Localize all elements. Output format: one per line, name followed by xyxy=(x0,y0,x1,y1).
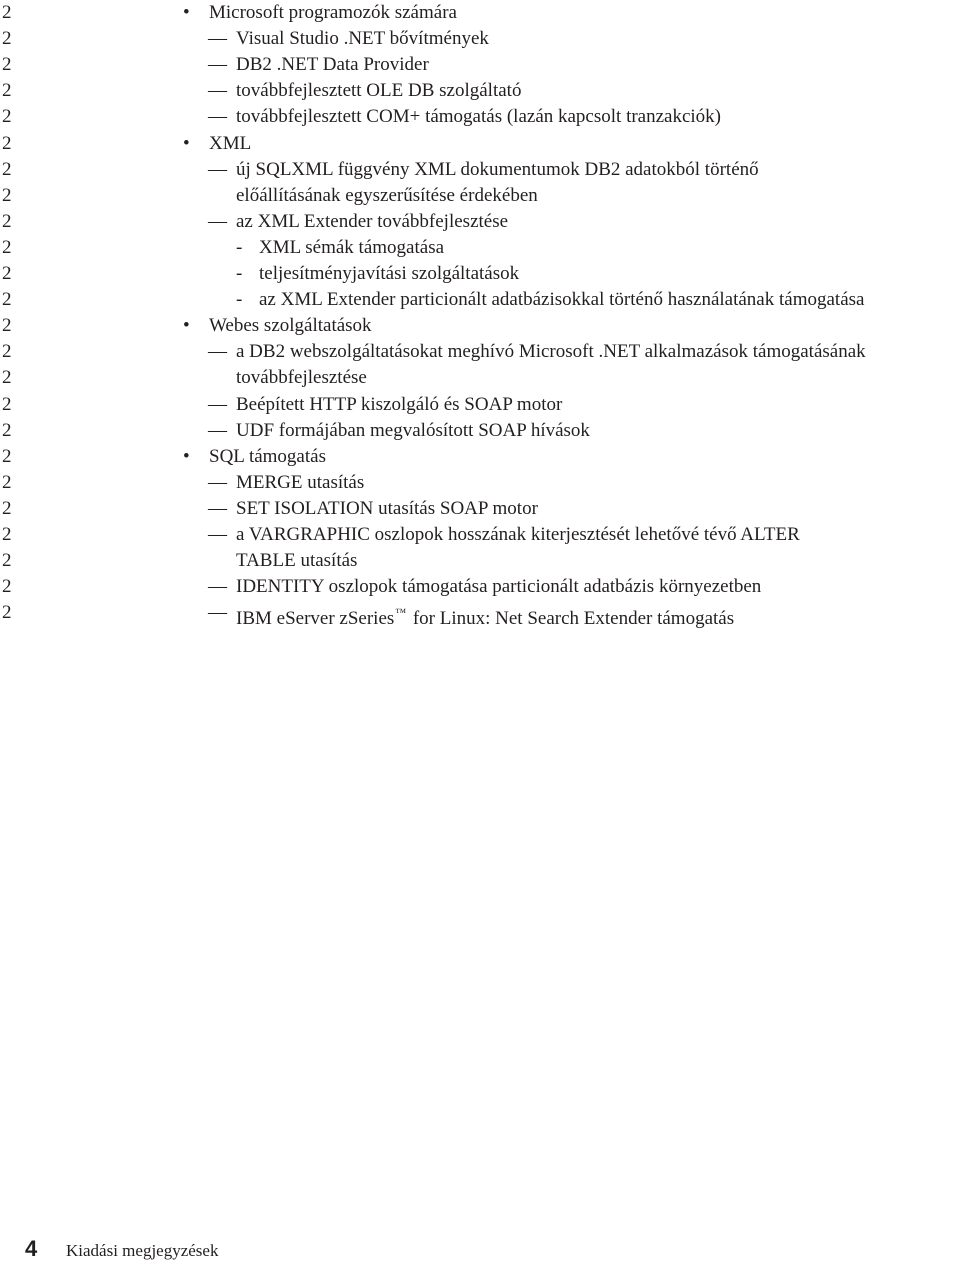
list-item-text: továbbfejlesztett COM+ támogatás (lazán kapcsolt tranzakciók) xyxy=(236,106,722,128)
trademark-symbol: ™ xyxy=(395,607,407,620)
list-item xyxy=(0,365,960,391)
list-item-text: teljesítményjavítási szolgáltatások xyxy=(259,263,520,284)
list-item-text: UDF formájában megvalósított SOAP hívások xyxy=(236,419,590,441)
list-item xyxy=(0,157,960,183)
list-item xyxy=(0,26,960,52)
list-item xyxy=(0,183,960,209)
revision-mark: 2 xyxy=(2,184,12,206)
list-item-text: a DB2 webszolgáltatásokat meghívó Microsoft .NET alkalmazások támogatásának xyxy=(236,341,866,363)
revision-mark: 2 xyxy=(2,54,12,76)
list-item xyxy=(0,52,960,78)
list-item xyxy=(0,392,960,418)
list-item-text: új SQLXML függvény XML dokumentumok DB2 adatokból történő xyxy=(236,158,759,180)
list-item-text: SET ISOLATION utasítás SOAP motor xyxy=(236,497,538,519)
dash-icon: — xyxy=(208,210,227,232)
list-item xyxy=(0,313,960,339)
revision-mark: 2 xyxy=(2,2,12,23)
dash-icon: — xyxy=(208,158,227,180)
list-item xyxy=(0,209,960,235)
list-item xyxy=(0,574,960,600)
list-item xyxy=(0,339,960,365)
list-item-text: Microsoft programozók számára xyxy=(209,2,457,23)
revision-mark: 2 xyxy=(2,210,12,232)
list-item-text: az XML Extender particionált adatbázisokkal történő használatának támogatása xyxy=(259,289,865,311)
revision-mark: 2 xyxy=(2,419,12,441)
list-item xyxy=(0,418,960,444)
revision-mark: 2 xyxy=(2,28,12,50)
dash-icon: — xyxy=(208,576,227,598)
list-item xyxy=(0,496,960,522)
list-item-text: a VARGRAPHIC oszlopok hosszának kiterjesztését lehetővé tévő ALTER xyxy=(236,524,800,545)
list-item-text: továbbfejlesztése xyxy=(236,367,367,389)
revision-mark: 2 xyxy=(2,393,12,415)
list-item xyxy=(0,600,960,630)
dash-icon: — xyxy=(208,497,227,519)
list-item xyxy=(0,0,960,26)
list-item xyxy=(0,470,960,496)
revision-mark: 2 xyxy=(2,367,12,389)
revision-mark: 2 xyxy=(2,471,12,493)
bullet-icon: • xyxy=(183,132,190,154)
list-item-text: továbbfejlesztett OLE DB szolgáltató xyxy=(236,80,522,102)
hyphen-icon: - xyxy=(236,289,243,311)
list-item-text: Webes szolgáltatások xyxy=(209,315,372,337)
list-item xyxy=(0,78,960,104)
list-item-text: Visual Studio .NET bővítmények xyxy=(236,28,489,50)
list-item xyxy=(0,131,960,157)
revision-mark: 2 xyxy=(2,106,12,128)
footer-title: Kiadási megjegyzések xyxy=(66,1241,219,1260)
list-item xyxy=(0,261,960,287)
dash-icon: — xyxy=(208,80,227,102)
revision-mark: 2 xyxy=(2,550,12,572)
revision-mark: 2 xyxy=(2,289,12,311)
list-item-text xyxy=(236,600,734,632)
dash-icon: — xyxy=(208,28,227,50)
list-item-text: előállításának egyszerűsítése érdekében xyxy=(236,184,538,206)
list-item xyxy=(0,548,960,574)
dash-icon: — xyxy=(208,54,227,76)
dash-icon: — xyxy=(208,393,227,415)
revision-mark: 2 xyxy=(2,445,12,467)
list-item-text-part: for Linux: Net Search Extender támogatás xyxy=(408,608,735,630)
list-item-text-part: IBM eServer zSeries xyxy=(236,608,395,630)
dash-icon: — xyxy=(208,602,227,624)
list-item-text: MERGE utasítás xyxy=(236,471,365,493)
list-item xyxy=(0,444,960,470)
dash-icon: — xyxy=(208,524,227,545)
dash-icon: — xyxy=(208,341,227,363)
revision-mark: 2 xyxy=(2,497,12,519)
bullet-icon: • xyxy=(183,2,190,23)
list-item-text: TABLE utasítás xyxy=(236,550,358,572)
list-item xyxy=(0,235,960,261)
page-number: 4 xyxy=(25,1236,38,1261)
revision-mark: 2 xyxy=(2,236,12,258)
hyphen-icon: - xyxy=(236,236,243,258)
list-item-text: az XML Extender továbbfejlesztése xyxy=(236,210,509,232)
revision-mark: 2 xyxy=(2,602,12,624)
dash-icon: — xyxy=(208,419,227,441)
list-item xyxy=(0,287,960,313)
revision-mark: 2 xyxy=(2,80,12,102)
list-item-text: DB2 .NET Data Provider xyxy=(236,54,429,76)
revision-mark: 2 xyxy=(2,315,12,337)
bullet-icon: • xyxy=(183,445,190,467)
bullet-icon: • xyxy=(183,315,190,337)
page-footer xyxy=(0,1234,960,1264)
revision-mark: 2 xyxy=(2,524,12,545)
list-item-text: Beépített HTTP kiszolgáló és SOAP motor xyxy=(236,393,563,415)
list-item-text: XML xyxy=(209,132,252,154)
revision-mark: 2 xyxy=(2,576,12,598)
list-item xyxy=(0,104,960,130)
revision-mark: 2 xyxy=(2,158,12,180)
dash-icon: — xyxy=(208,106,227,128)
list-item xyxy=(0,522,960,548)
list-item-text: IDENTITY oszlopok támogatása particionált adatbázis környezetben xyxy=(236,576,762,598)
hyphen-icon: - xyxy=(236,263,243,284)
list-item-text: XML sémák támogatása xyxy=(259,236,445,258)
revision-mark: 2 xyxy=(2,263,12,284)
revision-mark: 2 xyxy=(2,341,12,363)
list-item-text: SQL támogatás xyxy=(209,445,326,467)
revision-mark: 2 xyxy=(2,132,12,154)
dash-icon: — xyxy=(208,471,227,493)
